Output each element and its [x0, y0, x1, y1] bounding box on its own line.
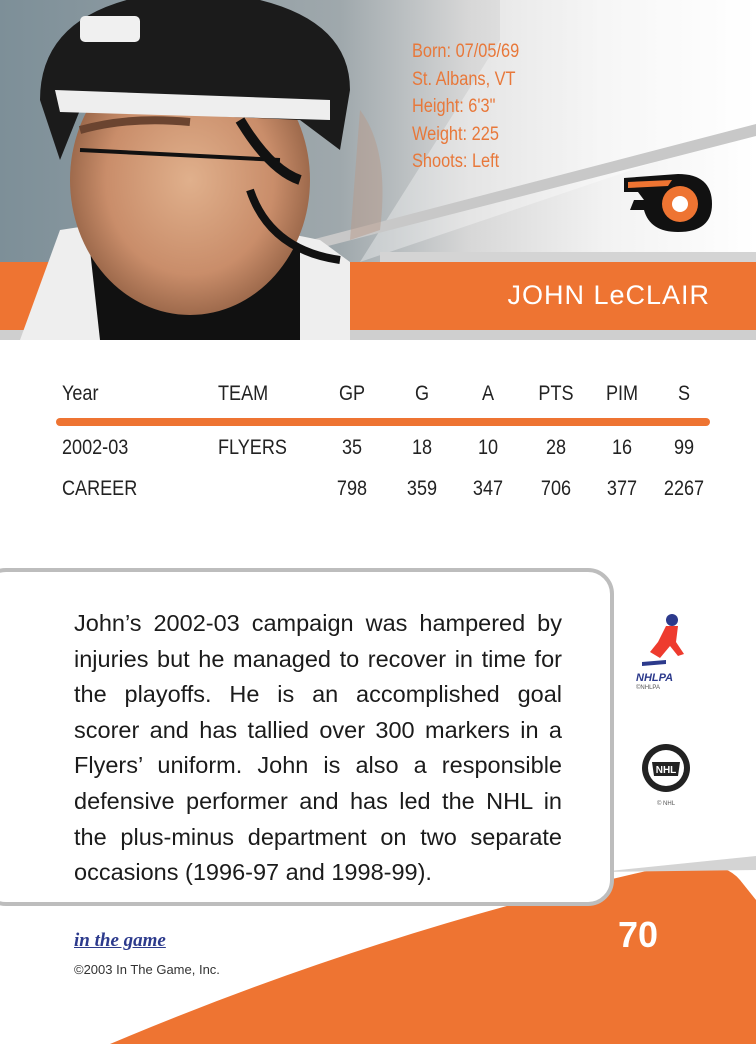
stats-header-rule: [56, 418, 710, 426]
career-pim: 377: [606, 477, 638, 500]
bio-born: Born: 07/05/69: [412, 41, 520, 62]
stats-row-career: [62, 477, 712, 507]
bio-height: Height: 6'3": [412, 96, 496, 117]
flyers-logo-icon: [620, 170, 716, 236]
nhlpa-mark: ©NHLPA: [636, 685, 660, 691]
bio-shoots: Shoots: Left: [412, 151, 500, 172]
season-g: 18: [411, 436, 433, 459]
nhl-mark: © NHL: [656, 801, 676, 807]
header-g: G: [414, 382, 430, 405]
player-name: JOHN LeCLAIR: [507, 280, 710, 310]
nhl-logo-icon: [640, 742, 692, 806]
season-gp: 35: [341, 436, 363, 459]
career-label: CAREER: [62, 477, 138, 500]
stats-header-row: [62, 382, 712, 412]
player-bio: [412, 38, 584, 176]
header-s: S: [677, 382, 691, 405]
card-number: 70: [618, 914, 659, 955]
bio-hometown: St. Albans, VT: [412, 68, 516, 90]
career-gp: 798: [336, 477, 368, 500]
header-pts: PTS: [538, 382, 574, 405]
header-pim: PIM: [605, 382, 639, 405]
in-the-game-logo: in the game: [74, 930, 166, 951]
season-pim: 16: [611, 436, 633, 459]
season-team: FLYERS: [218, 436, 287, 459]
player-description: John’s 2002-03 campaign was hampered by injuries but he managed to recover in time for the playoffs. He is an accomplished goal scorer and has tallied over 300 markers in a Flyers’ uniform. John is also a responsible defensive performer and has led the NHL in the plus-minus department on two separate occasions (1996-97 and 1998-99).: [74, 610, 562, 886]
copyright-text: ©2003 In The Game, Inc.: [74, 962, 220, 977]
career-s: 2267: [663, 477, 705, 500]
stats-row-season: [62, 436, 712, 466]
header-year: Year: [62, 382, 99, 405]
career-g: 359: [406, 477, 438, 500]
header-gp: GP: [338, 382, 366, 405]
nhlpa-label: NHLPA: [636, 672, 674, 684]
season-s: 99: [673, 436, 695, 459]
career-pts: 706: [540, 477, 572, 500]
career-a: 347: [472, 477, 504, 500]
bio-weight: Weight: 225: [412, 123, 499, 145]
header-a: A: [481, 382, 495, 405]
season-a: 10: [477, 436, 499, 459]
nhl-shield-text: NHL: [655, 765, 677, 776]
nhlpa-logo-icon: [636, 612, 692, 692]
header-team: TEAM: [218, 382, 269, 405]
season-year: 2002-03: [62, 436, 129, 459]
season-pts: 28: [545, 436, 567, 459]
